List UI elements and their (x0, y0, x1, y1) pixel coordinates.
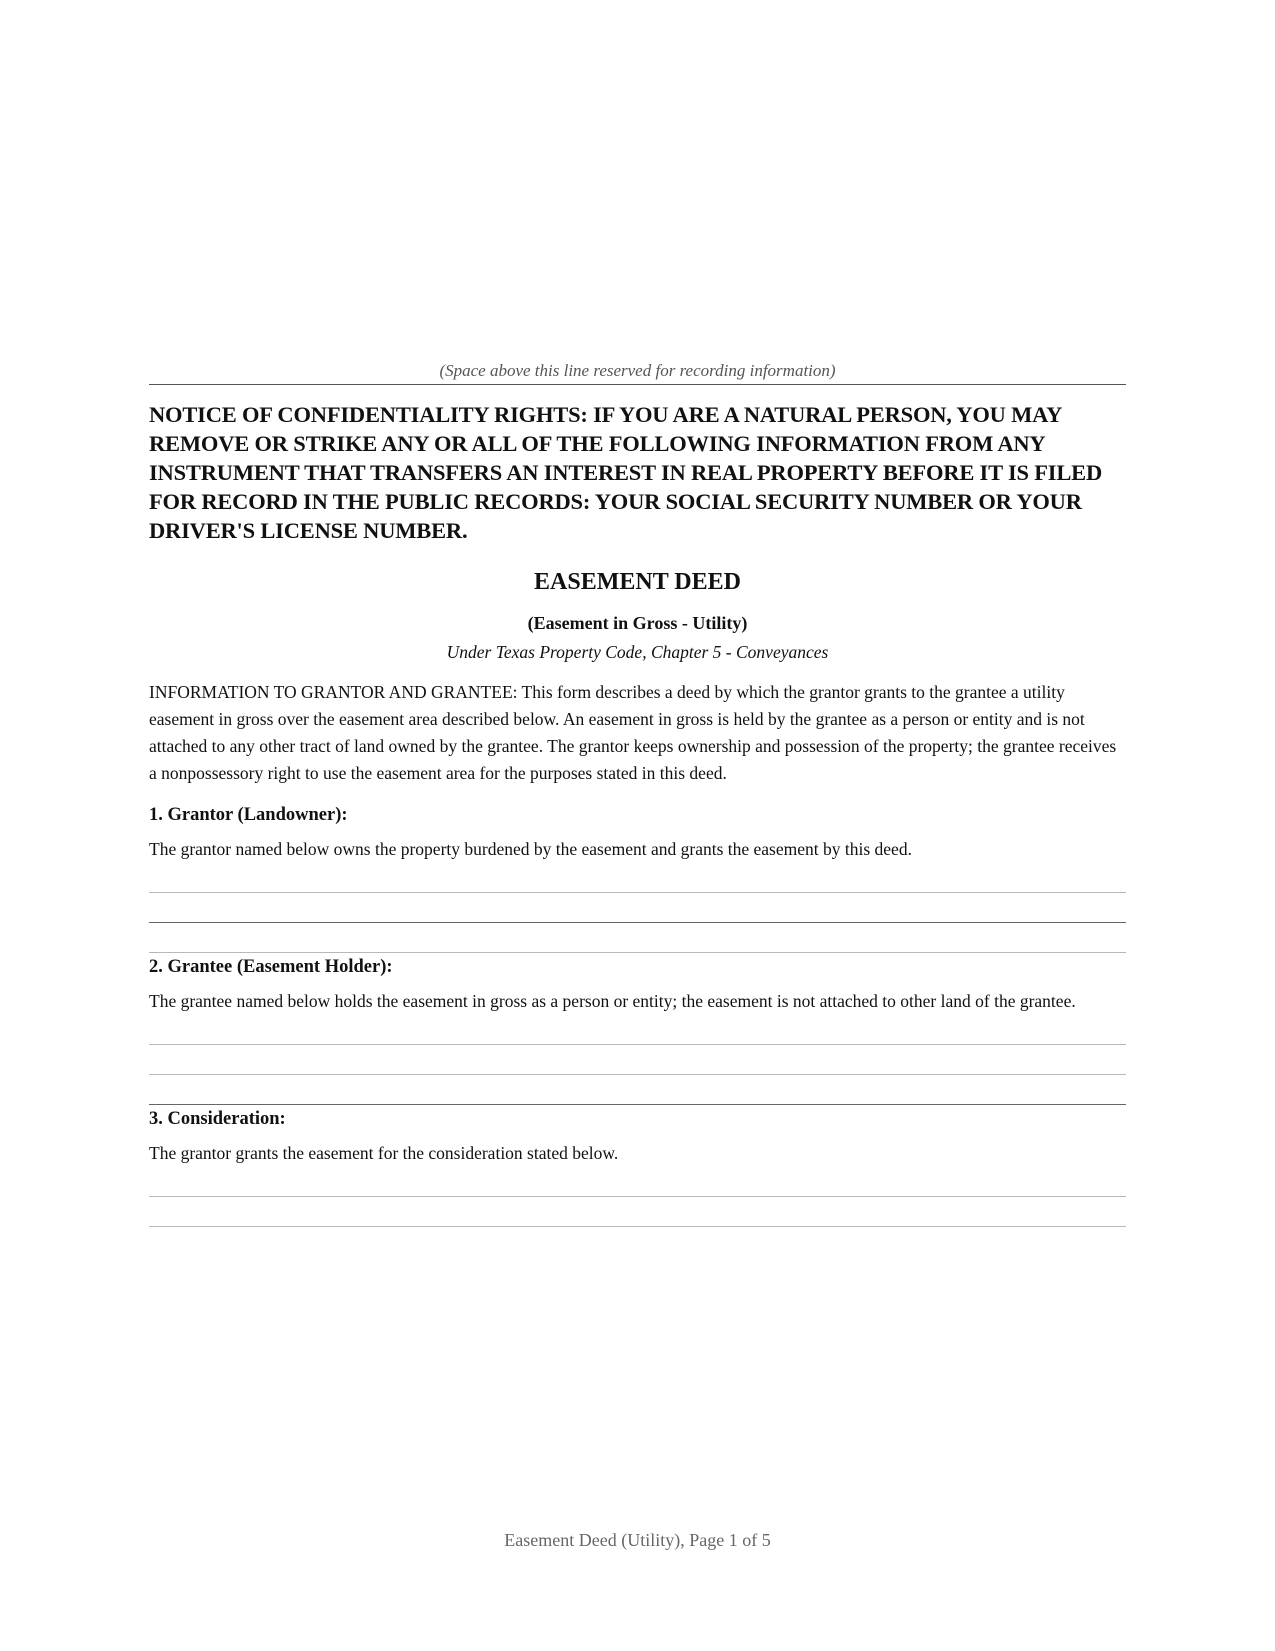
confidentiality-notice: NOTICE OF CONFIDENTIALITY RIGHTS: IF YOU ARE A NATURAL PERSON, YOU MAY REMOVE OR STRIKE ANY OR ALL OF THE FOLLOWING INFORMATION FROM ANY INSTRUMENT THAT TRANSFERS AN INTEREST IN REAL PROPERTY BEFORE IT IS FILED FOR RECORD IN THE PUBLIC RECORDS: YOUR SOCIAL SECURITY NUMBER OR YOUR DRIVER'S LICENSE NUMBER. (149, 402, 1102, 543)
section-grantor (149, 802, 1126, 953)
section-grantee (149, 954, 1126, 1105)
section-body: The grantee named below holds the easement in gross as a person or entity; the easement is not attached to other land of the grantee. (149, 991, 1076, 1011)
information-paragraph: INFORMATION TO GRANTOR AND GRANTEE: This form describes a deed by which the grantor grants to the grantee a utility easement in gross over the easement area described below. An easement in gross is held by the grantee as a person or entity and is not attached to any other tract of land owned by the grantee. The grantor keeps ownership and possession of the property; the grantee receives a nonpossessory right to use the easement area for the purposes stated in this deed. (149, 682, 1117, 783)
consideration-fill-line-2[interactable] (149, 1226, 1126, 1227)
document-title: EASEMENT DEED (534, 569, 741, 595)
section-consideration (149, 1106, 1126, 1227)
section-body: The grantor named below owns the property burdened by the easement and grants the easement by this deed. (149, 839, 912, 859)
statute-reference: Under Texas Property Code, Chapter 5 - Conveyances (446, 642, 829, 662)
section-heading: 1. Grantor (Landowner): (149, 805, 348, 825)
recording-line (149, 384, 1126, 385)
document-subtitle: (Easement in Gross - Utility) (527, 613, 748, 633)
section-heading: 2. Grantee (Easement Holder): (149, 957, 393, 977)
grantor-fill-line-3[interactable] (149, 952, 1126, 953)
recording-note: (Space above this line reserved for recording information) (439, 361, 836, 380)
grantee-fill-line-3[interactable] (149, 1104, 1126, 1105)
page-footer: Easement Deed (Utility), Page 1 of 5 (504, 1530, 771, 1550)
document-content (149, 360, 1126, 1227)
section-body: The grantor grants the easement for the consideration stated below. (149, 1143, 619, 1163)
section-heading: 3. Consideration: (149, 1109, 286, 1129)
